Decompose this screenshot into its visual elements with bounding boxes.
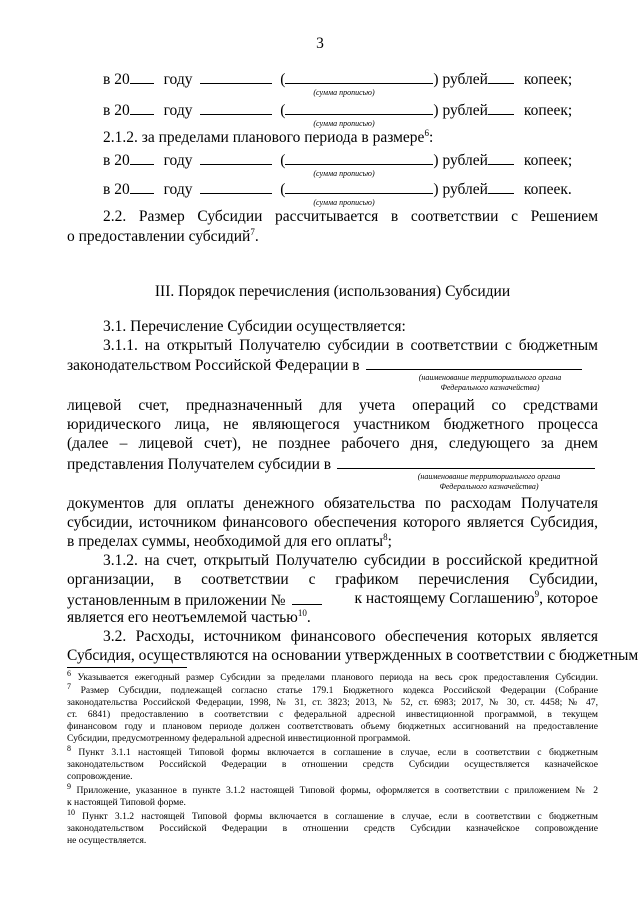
footnote-6-line-1: $^6$ Указывается ежегодный размер Субсидии за пределами планового периода на весь срок предоставления Субсидии.	[67, 668, 598, 683]
paragraph-3-1-1-line-1: 3.1.1. на открытый Получателю субсидии в соответствии с бюджетным	[103, 337, 598, 354]
footnote-7-line-2: законодательства Российской Федерации, 1998, № 31, ст. 3823; 2013, № 52, ст. 6983; 2017, № 30, ст. 4458; № 47,	[67, 697, 598, 708]
paragraph-line-b2: субсидии, источником финансового обеспечения которого является Субсидия,	[67, 514, 598, 531]
paragraph-3-1-2-line-2: организации, в соответствии с графиком перечисления Субсидии,	[67, 571, 598, 588]
paragraph-line-a4: представления Получателем субсидии в	[67, 454, 595, 474]
footnote-9-line-2: к настоящей Типовой форме.	[67, 797, 186, 808]
paragraph-3-1: 3.1. Перечисление Субсидии осуществляется:	[103, 318, 406, 335]
paragraph-3-1-2-line-3: установленным в приложении № к настоящему Соглашению$^9$, которое	[67, 588, 598, 609]
footnote-separator	[67, 667, 187, 668]
sum-caption-1: (сумма прописью)	[313, 88, 375, 97]
footnote-7-line-5: Субсидии, предусмотренному федеральной адресной инвестиционной программой.	[67, 733, 411, 744]
footnote-9-line-1: $^9$ Приложение, указанное в пункте 3.1.2 настоящей Типовой формы, оформляется в соответствии с приложением № 2	[67, 781, 598, 796]
paragraph-3-2-line-2: Субсидия, осуществляются на основании утвержденных в соответствии с бюджетным	[67, 647, 639, 664]
paragraph-2-2-line-1: 2.2. Размер Субсидии рассчитывается в соответствии с Решением	[103, 208, 598, 225]
year-row-4: в 20 году ( ) рублей копеек.	[103, 181, 572, 198]
paragraph-line-a3: (далее – лицевой счет), не позднее рабочего дня, следующего за днем	[67, 435, 598, 452]
footnote-8-line-3: сопровождение.	[67, 771, 133, 782]
paragraph-3-1-2-line-1: 3.1.2. на счет, открытый Получателю субсидии в российской кредитной	[103, 552, 598, 569]
paragraph-line-a2: юридического лица, не являющегося участником бюджетного процесса	[67, 416, 598, 433]
footnote-10-line-1: $^{10}$ Пункт 3.1.2 настоящей Типовой формы включается в соглашение в случае, если в соответствии с бюджетным	[67, 807, 598, 822]
caption-org-1a: (наименование территориального органа	[418, 373, 562, 382]
year-row-2: в 20 году ( ) рублей копеек;	[103, 102, 573, 119]
page-number: 3	[316, 35, 324, 52]
sum-caption-2: (сумма прописью)	[313, 119, 375, 128]
footnote-7-line-1: $^7$ Размер Субсидии, подлежащей согласно статье 179.1 Бюджетного кодекса Российской Федерации (Собрание	[67, 681, 599, 696]
paragraph-3-1-2-line-4: является его неотъемлемой частью$^{10}$.	[67, 607, 311, 626]
paragraph-line-b1: документов для оплаты денежного обязательства по расходам Получателя	[67, 495, 598, 512]
footnote-10-line-2: законодательством Российской Федерации в отношении средств Субсидии казначейское сопровождение	[67, 823, 598, 834]
footnote-7-line-3: ст. 6841) предоставлению в соответствии с федеральной адресной инвестиционной программой, в текущем	[67, 709, 598, 720]
footnote-7-line-4: финансовом году и плановом периоде должен соответствовать объему бюджетных ассигнований на предоставление	[67, 721, 598, 732]
paragraph-line-a1: лицевой счет, предназначенный для учета операций со средствами	[67, 397, 598, 414]
sum-caption-3: (сумма прописью)	[313, 169, 375, 178]
footnote-8-line-2: законодательством Российской Федерации в отношении средств Субсидии осуществляется казначейское	[67, 759, 598, 770]
paragraph-2-2-line-2: о предоставлении субсидий$^7$.	[67, 226, 259, 245]
caption-org-2b: Федерального казначейства)	[439, 482, 539, 491]
footnote-10-line-3: не осуществляется.	[67, 835, 147, 846]
caption-org-2a: (наименование территориального органа	[417, 472, 561, 481]
year-row-3: в 20 году ( ) рублей копеек;	[103, 152, 573, 169]
year-row-1: в 20 году ( ) рублей копеек;	[103, 71, 573, 88]
caption-org-1b: Федерального казначейства)	[440, 383, 540, 392]
paragraph-3-1-1-line-2: законодательством Российской Федерации в	[67, 355, 582, 375]
footnote-8-line-1: $^8$ Пункт 3.1.1 настоящей Типовой формы включается в соглашение в случае, если в соответствии с бюджетным	[67, 743, 598, 758]
sum-caption-4: (сумма прописью)	[313, 198, 375, 207]
paragraph-line-b3: в пределах суммы, необходимой для его оплаты$^8$;	[67, 531, 392, 550]
paragraph-3-2-line-1: 3.2. Расходы, источником финансового обеспечения которых является	[103, 628, 598, 645]
paragraph-2-1-2: 2.1.2. за пределами планового периода в размере$^6$:	[103, 127, 434, 146]
section-title: III. Порядок перечисления (использования) Субсидии	[154, 283, 511, 300]
